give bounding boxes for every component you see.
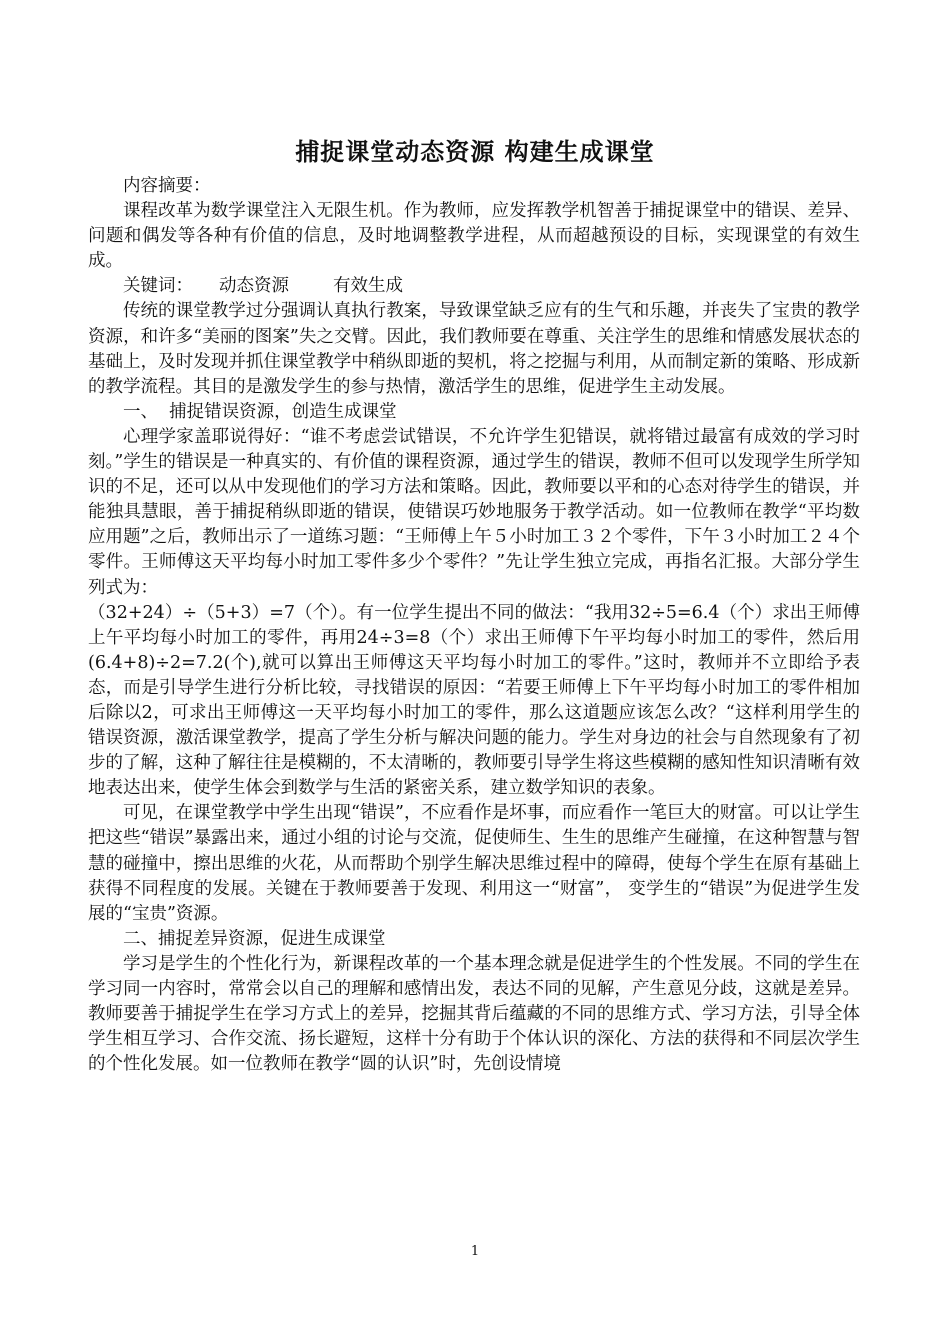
keywords-label: 关键词： bbox=[123, 276, 193, 297]
keywords-line bbox=[88, 274, 860, 299]
section-2-paragraph-1: 学习是学生的个性化行为，新课程改革的一个基本理念就是促进学生的个性发展。不同的学生在学习同一内容时，常常会以自己的理解和感情出发，表达不同的见解，产生意见分歧，这就是差异。教师要善于捕捉学生在学习方式上的差异，挖掘其背后蕴藏的不同的思维方式、学习方法，引导全体学生相互学习、合作交流、扬长避短，这样十分有助于个体认识的深化、方法的获得和不同层次学生的个性化发展。如一位教师在教学“圆的认识”时，先创设情境 bbox=[88, 953, 860, 1075]
abstract-paragraph: 课程改革为数学课堂注入无限生机。作为教师，应发挥教学机智善于捕捉课堂中的错误、差异、问题和偶发等各种有价值的信息，及时地调整教学进程，从而超越预设的目标，实现课堂的有效生成。 bbox=[88, 201, 860, 272]
document-title: 捕捉课堂动态资源 构建生成课堂 bbox=[295, 137, 655, 166]
document-body bbox=[88, 174, 860, 1077]
section-heading-2: 二、捕捉差异资源，促进生成课堂 bbox=[123, 928, 386, 949]
section-heading-1: 一、 捕捉错误资源，创造生成课堂 bbox=[123, 401, 397, 422]
section-1-paragraph-2: 可见，在课堂教学中学生出现“错误”，不应看作是坏事，而应看作一笔巨大的财富。可以让学生把这些“错误”暴露出来，通过小组的讨论与交流，促使师生、生生的思维产生碰撞，在这种智慧与智慧的碰撞中，擦出思维的火花，从而帮助个别学生解决思维过程中的障碍，使每个学生在原有基础上获得不同程度的发展。关键在于教师要善于发现、利用这一“财富”， 变学生的“错误”为促进学生发展的“宝贵”资源。 bbox=[88, 803, 860, 924]
intro-paragraph: 传统的课堂教学过分强调认真执行教案，导致课堂缺乏应有的生气和乐趣，并丧失了宝贵的教学资源，和许多“美丽的图案”失之交臂。因此，我们教师要在尊重、关注学生的思维和情感发展状态的基础上，及时发现并抓住课堂教学中稍纵即逝的契机，将之挖掘与利用，从而制定新的策略、形成新的教学流程。其目的是激发学生的参与热情，激活学生的思维，促进学生主动发展。 bbox=[88, 301, 860, 397]
keyword-2: 有效生成 bbox=[333, 276, 403, 297]
abstract-label: 内容摘要： bbox=[123, 176, 211, 196]
keyword-1: 动态资源 bbox=[219, 276, 289, 297]
page-number: 1 bbox=[470, 1244, 480, 1259]
section-1-paragraph-1-continued: （32+24）÷（5+3）=7（个）。有一位学生提出不同的做法：“我用32÷5=6.4（个）求出王师傅上午平均每小时加工的零件，再用24÷3=8（个）求出王师傅下午平均每小时加工的零件，然后用(6.4+8)÷2=7.2(个),就可以算出王师傅这天平均每小时加工的零件。”这时，教师并不立即给予表态，而是引导学生进行分析比较，寻找错误的原因：“若要王师傅上下午平均每小时加工的零件相加后除以2，可求出王师傅这一天平均每小时加工的零件，那么这道题应该怎么改？“这样利用学生的错误资源，激活课堂教学，提高了学生分析与解决问题的能力。学生对身边的社会与自然现象有了初步的了解，这种了解往往是模糊的，不太清晰的，教师要引导学生将这些模糊的感知性知识清晰有效地表达出来，使学生体会到数学与生活的紧密关系，建立数学知识的表象。 bbox=[88, 602, 860, 799]
section-1-paragraph-1: 心理学家盖耶说得好：“谁不考虑尝试错误，不允许学生犯错误，就将错过最富有成效的学习时刻。”学生的错误是一种真实的、有价值的课程资源，通过学生的错误，教师不但可以发现学生所学知识的不足，还可以从中发现他们的学习方法和策略。因此，教师要以平和的心态对待学生的错误，并能独具慧眼，善于捕捉稍纵即逝的错误，使错误巧妙地服务于教学活动。如一位教师在教学“平均数应用题”之后，教师出示了一道练习题：“王师傅上午５小时加工３２个零件，下午３小时加工２４个零件。王师傅这天平均每小时加工零件多少个零件？”先让学生独立完成，再指名汇报。大部分学生列式为： bbox=[88, 426, 860, 598]
